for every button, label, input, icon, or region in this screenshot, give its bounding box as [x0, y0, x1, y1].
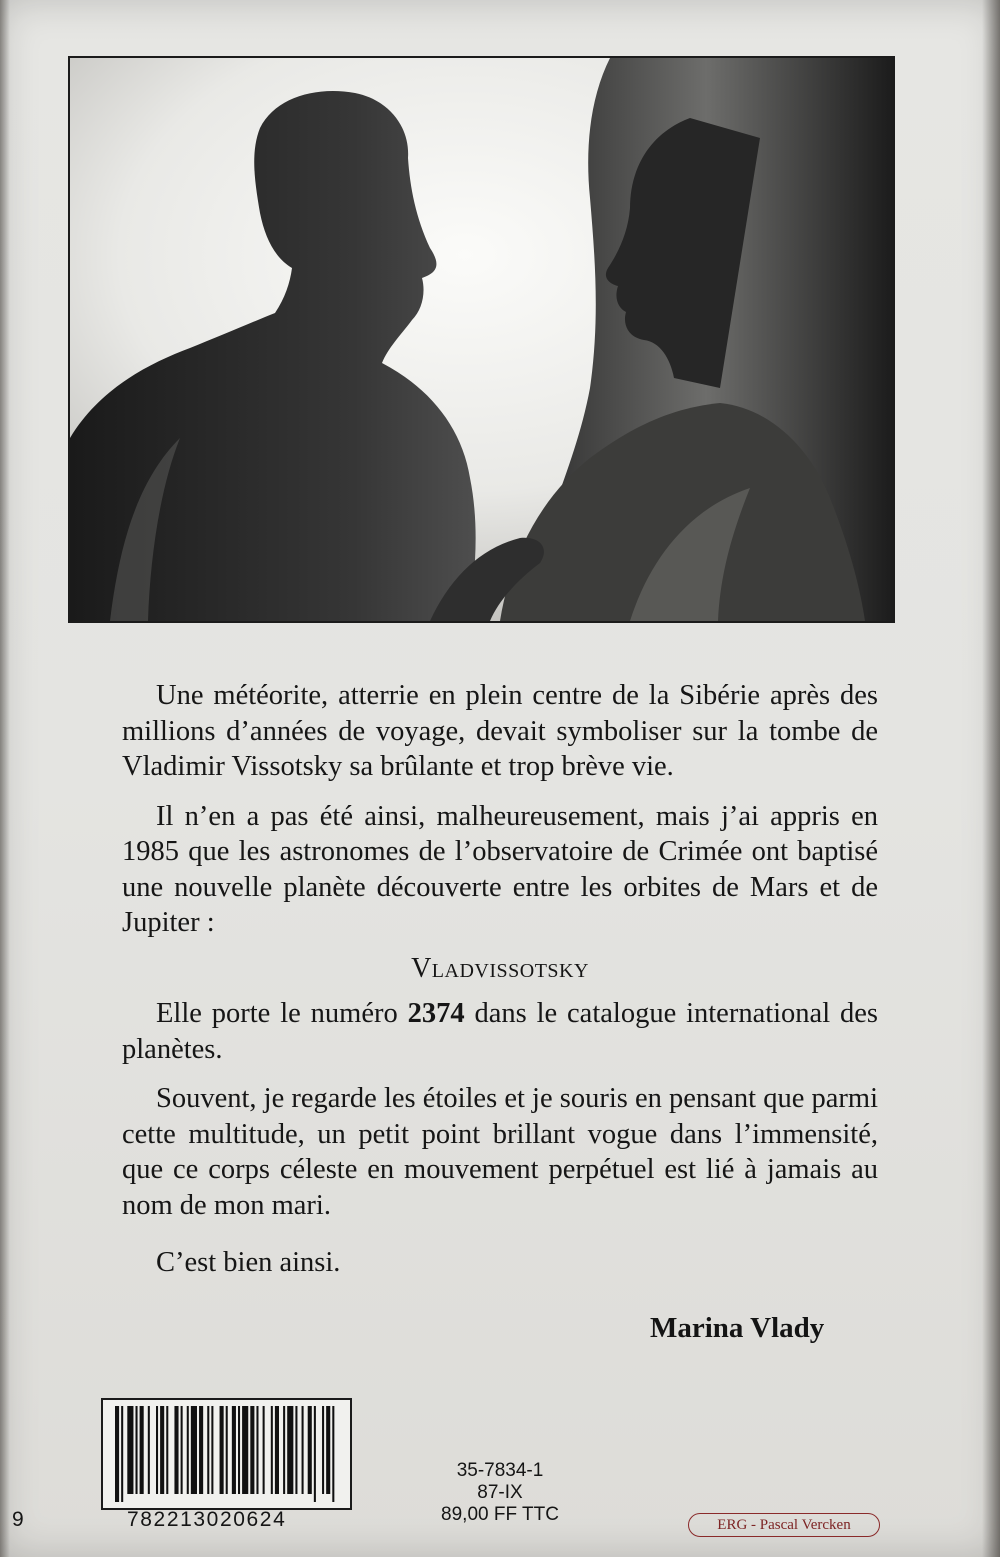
barcode-bar [121, 1406, 123, 1502]
barcode-bar [271, 1406, 273, 1494]
barcode-bar [242, 1406, 248, 1494]
cover-edge-right [982, 0, 1000, 1557]
barcode-bar [256, 1406, 258, 1494]
blurb-paragraph-3 [122, 996, 878, 1067]
barcode-bar [187, 1406, 189, 1494]
barcode-bar [332, 1406, 334, 1502]
barcode-bar [314, 1406, 316, 1502]
barcode-bar [115, 1406, 119, 1502]
isbn-remaining-digits: 782213020624 [127, 1508, 287, 1531]
barcode-bar [322, 1406, 324, 1494]
barcode-bar [199, 1406, 203, 1494]
barcode-bar [140, 1406, 144, 1494]
barcode-bar [156, 1406, 158, 1494]
price-label: 89,00 FF TTC [441, 1504, 559, 1525]
barcode-bars [115, 1406, 338, 1502]
barcode-bar [287, 1406, 293, 1494]
silhouette-photo-image [70, 58, 893, 621]
catalog-code: 35-7834-1 [456, 1460, 544, 1481]
barcode-bar [302, 1406, 304, 1494]
barcode-bar [207, 1406, 209, 1494]
barcode-bar [263, 1406, 265, 1494]
edition-code: 87-IX [477, 1482, 523, 1503]
isbn-barcode [101, 1398, 352, 1510]
blurb-paragraph-3-start: Elle porte le numéro [156, 998, 408, 1029]
blurb-paragraph-5: C’est bien ainsi. [156, 1247, 341, 1278]
planet-name: Vladvissotsky [411, 952, 589, 984]
barcode-bar [226, 1406, 228, 1494]
barcode-bar [238, 1406, 240, 1494]
barcode-bar [191, 1406, 197, 1494]
barcode-bar [220, 1406, 224, 1494]
price-block [430, 1460, 570, 1526]
barcode-bar [283, 1406, 285, 1494]
barcode-bar [166, 1406, 168, 1494]
barcode-bar [295, 1406, 297, 1494]
planet-number: 2374 [407, 998, 465, 1029]
blurb-paragraph-2: Il n’en a pas été ainsi, malheureusement, mais j’ai appris en 1985 que les astronomes de l’observatoire de Crimée ont baptisé une nouvelle planète découverte entre les orbites de Mars et de Jupiter : [122, 800, 878, 938]
blurb-paragraph-1: Une météorite, atterrie en plein centre de la Sibérie après des millions d’années de voyage, devait symboliser sur la tombe de Vladimir Vissotsky sa brûlante et trop brève vie. [122, 680, 878, 782]
barcode-bar [148, 1406, 150, 1494]
cover-photograph [68, 56, 895, 623]
design-credit: ERG - Pascal Vercken [688, 1513, 880, 1537]
barcode-bar [232, 1406, 236, 1494]
barcode-bar [174, 1406, 178, 1494]
blurb-paragraph-3-end: dans le catalogue international des planètes. [122, 998, 878, 1065]
blurb-paragraph-4: Souvent, je regarde les étoiles et je souris en pensant que parmi cette multitude, un petit point brillant vogue dans l’immensité, que ce corps céleste en mouvement perpétuel est lié à jamais au nom de mon mari. [122, 1083, 878, 1221]
back-cover-blurb [122, 678, 878, 1281]
barcode-bar [136, 1406, 138, 1494]
barcode-bar [250, 1406, 254, 1494]
barcode-bar [127, 1406, 133, 1494]
isbn-first-digit: 9 [12, 1508, 25, 1531]
cover-edge-left [0, 0, 10, 1557]
barcode-bar [326, 1406, 330, 1494]
barcode-bar [275, 1406, 279, 1494]
barcode-bar [181, 1406, 183, 1494]
author-signature: Marina Vlady [650, 1312, 825, 1344]
barcode-bar [211, 1406, 213, 1494]
barcode-bar [308, 1406, 312, 1494]
barcode-bar [160, 1406, 164, 1494]
